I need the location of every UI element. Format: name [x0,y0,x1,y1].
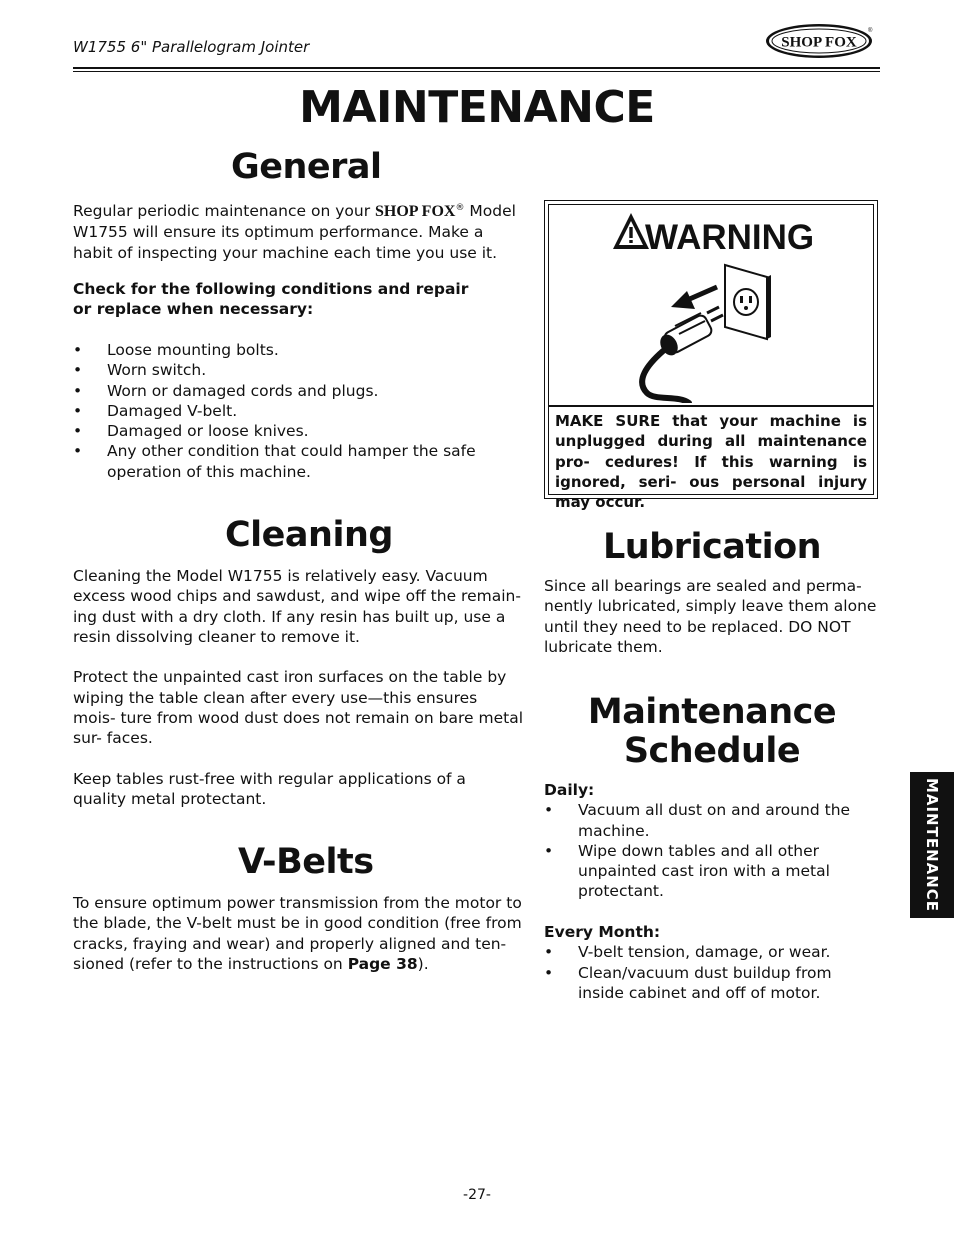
list-item: • Vacuum all dust on and around the machine. [544,800,854,841]
lubrication-heading: Lubrication [602,527,822,567]
header-rule [73,67,880,69]
document-title: W1755 6" Parallelogram Jointer [73,38,310,56]
list-item: • Worn or damaged cords and plugs. [73,381,493,401]
warning-divider [549,405,873,407]
lubrication-body: Since all bearings are sealed and perma- nently lubricated, simply leave them alone until they need to be replaced. DO NOT lubricate them. [544,577,877,656]
arrow-icon [671,287,717,309]
shop-fox-logo [765,23,873,59]
page-number: -27- [463,1187,491,1203]
unplug-illustration [549,205,873,403]
schedule-heading: Maintenance Schedule [587,692,837,771]
warning-text: MAKE SURE that your machine is unplugged during all maintenance pro- cedures! If this warning is ignored, seri- ous personal injury may occur. [555,412,867,512]
list-item: • Clean/vacuum dust buildup from inside cabinet and off of motor. [544,963,854,1004]
list-item: • Any other condition that could hamper the safe operation of this machine. [73,441,493,482]
page-reference: Page 38 [347,954,418,973]
wall-outlet-icon [725,265,771,339]
page-title: MAINTENANCE [299,82,655,133]
vbelts-body: To ensure optimum power transmission from the motor to the blade, the V-belt must be in good condition (free from cracks, fraying and wear) and properly aligned and ten- sioned (refer to the instructions on Page 38). [73,894,522,973]
plug-icon [657,307,723,358]
cleaning-body [73,566,523,810]
general-check-text: Check for the following conditions and repair or replace when necessary: [73,280,469,319]
daily-list [544,800,854,901]
cleaning-p3: Keep tables rust-free with regular applications of a quality metal protectant. [73,769,466,809]
vbelts-heading: V-Belts [238,842,374,882]
list-item: • Wipe down tables and all other unpainted cast iron with a metal protectant. [544,841,854,902]
cleaning-p2: Protect the unpainted cast iron surfaces on the table by wiping the table clean after every use—this ensures mois- ture from wood dust does not remain on bare metal sur- faces. [73,668,524,748]
header-rule-thin [73,71,880,72]
cleaning-heading: Cleaning [225,515,393,555]
list-item: • Damaged or loose knives. [73,421,493,441]
general-intro: Regular periodic maintenance on your SHOP FOX® Model W1755 will ensure its optimum performance. Make a habit of inspecting your machine each time you use it. [73,202,516,262]
svg-text:WARNING: WARNING [645,218,815,257]
list-item: • Damaged V-belt. [73,401,493,421]
warning-box [544,200,878,512]
monthly-label: Every Month: [544,923,661,942]
monthly-list [544,942,854,1003]
warning-triangle-icon [613,213,649,249]
cleaning-p1: Cleaning the Model W1755 is relatively easy. Vacuum excess wood chips and sawdust, and wipe off the remain- ing dust with a dry cloth. If any resin has built up, use a resin dissolving cleaner to remove it. [73,567,521,646]
list-item: • Loose mounting bolts. [73,340,493,360]
general-heading: General [231,147,382,187]
general-checklist [73,340,493,482]
daily-label: Daily: [544,781,595,799]
svg-text:®: ® [868,28,873,34]
list-item: • Worn switch. [73,360,493,380]
list-item: • V-belt tension, damage, or wear. [544,942,854,962]
svg-text:SHOP FOX: SHOP FOX [781,34,857,51]
section-side-tab: MAINTENANCE [910,772,954,918]
schedule-body [544,780,880,1003]
cord-icon [642,351,689,403]
